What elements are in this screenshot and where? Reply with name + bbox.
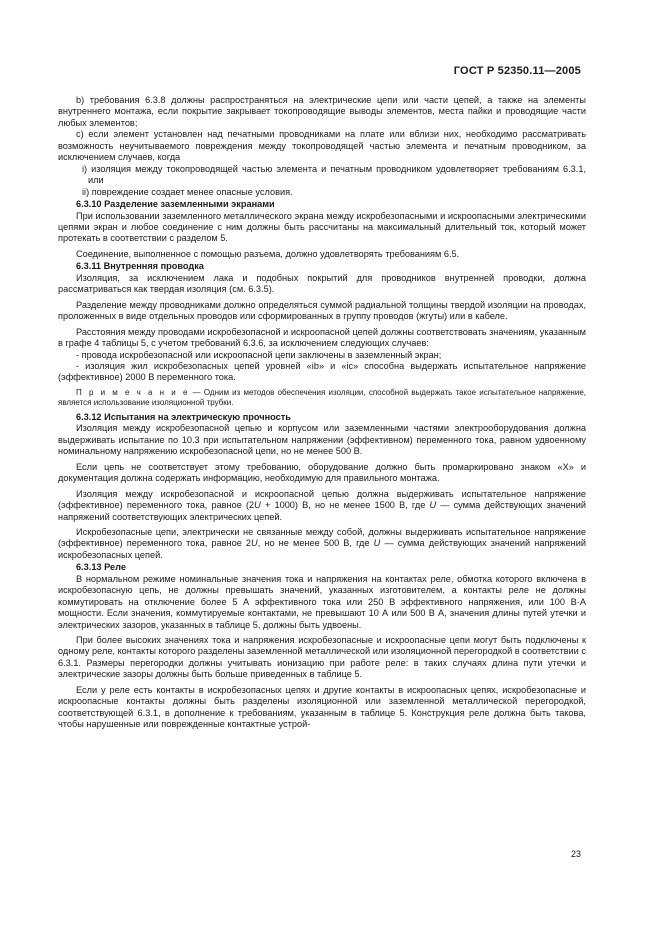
paragraph: При более высоких значениях тока и напряжения искробезопасные и искроопасные цепи могут быть подключены к одному реле, контакты которого разделены заземленной металлической или изоляционной перегородкой в соответствии с 6.3.1. Размеры перегородки должны учитывать ионизацию при работе реле: в таких случаях длина пути утечки и электрические зазоры должны быть больше приведенных в таблице 5. xyxy=(58,635,586,680)
paragraph: Изоляция, за исключением лака и подобных покрытий для проводников внутренней проводки, должна рассматриваться как твердая изоляция (см. 6.3.5). xyxy=(58,272,586,295)
document-body xyxy=(58,95,586,731)
section-heading-6-3-13: 6.3.13 Реле xyxy=(76,562,126,573)
text-run: Изоляция между искробезопасной и искроопасной цепью должна выдерживать испытательное напряжение (эффективное) переменного тока, равное (2 xyxy=(58,488,586,511)
list-item-i: i) изоляция между токопроводящей частью элемента и печатным проводником удовлетворяет требованиям 6.3.1, или xyxy=(82,163,586,186)
formula-symbol: U xyxy=(429,500,437,511)
paragraph: Соединение, выполненное с помощью разъема, должно удовлетворять требованиям 6.5. xyxy=(76,248,460,259)
paragraph xyxy=(58,489,586,523)
formula-symbol: U xyxy=(254,500,261,511)
paragraph: Если цепь не соответствует этому требованию, оборудование должно быть промаркировано знаком «X» и документация должна содержать информацию, необходимую для правильного монтажа. xyxy=(58,461,586,484)
paragraph: В нормальном режиме номинальные значения тока и напряжения на контактах реле, обмотка которого включена в искробезопасную цепь, не должны превышать значений, указанных изготовителем, а контакты реле не должны коммутировать на отключение более 5 А эффективного тока или 250 В эффективного напряжения, или 100 В·А мощности. Если значения, коммутируемые контактами, не превышают 10 А или 500 В А, значения длины путей утечки и электрических зазоров, указанных в таблице 5, должны быть удвоены. xyxy=(58,573,586,630)
section-heading-6-3-11: 6.3.11 Внутренняя проводка xyxy=(76,261,204,272)
paragraph: При использовании заземленного металлического экрана между искробезопасными и искроопасными электрическими цепями экран и любое соединение с ним должны быть рассчитаны на максимальный длительный ток, который может протекать в соответствии с разделом 5. xyxy=(58,210,586,244)
paragraph xyxy=(58,527,586,561)
dash-item: - изоляция жил искробезопасных цепей уровней «ib» и «ic» способна выдержать испытательное напряжение (эффективное) 2000 В переменного тока. xyxy=(58,360,586,383)
paragraph: Если у реле есть контакты в искробезопасных цепях и другие контакты в искроопасных цепях, искробезопасные и искроопасные контакты должны быть разделены изоляционной или заземленной металлической перегородкой, соответствующей 6.3.1, в дополнение к требованиям, указанным в таблице 5. Конструкция реле должна быть такова, чтобы нарушенные или поврежденные контактные устрой- xyxy=(58,684,586,730)
list-item-b: b) требования 6.3.8 должны распространяться на электрические цепи или части цепей, а также на элементы внутреннего монтажа, если покрытие закрывает токопроводящие выводы элементов, места пайки и проводящие части любых элементов; xyxy=(58,95,586,128)
note-label: П р и м е ч а н и е xyxy=(76,387,190,397)
list-item-ii: ii) повреждение создает менее опасные условия. xyxy=(82,186,293,197)
text-run: — сумма действующих значений напряжений искробезопасных цепей. xyxy=(58,538,586,560)
formula-symbol: U xyxy=(251,538,258,549)
document-id: ГОСТ Р 52350.11—2005 xyxy=(453,65,581,77)
dash-item: - провода искробезопасной или искроопасной цепи заключены в заземленный экран; xyxy=(76,349,442,360)
text-run: , но не менее 500 В, где xyxy=(257,538,374,549)
section-heading-6-3-12: 6.3.12 Испытания на электрическую прочность xyxy=(76,411,291,422)
paragraph: Разделение между проводниками должно определяться суммой радиальной толщины твердой изоляции на проводах, проложенных в виде отдельных проводов или сформированных в группу проводов (жгуты) или в кабеле. xyxy=(58,299,586,322)
paragraph: Изоляция между искробезопасной цепью и корпусом или заземленными частями электрооборудования должна выдерживать испытание по 10.3 при испытательном напряжении (эффективном) переменного тока, равном удвоенному номинальному напряжению искробезопасной цепи, но не менее 500 В. xyxy=(58,423,586,457)
paragraph: Расстояния между проводами искробезопасной и искроопасной цепей должны соответствовать значениям, указанным в графе 4 таблицы 5, с учетом требований 6.3.6, за исключением следующих случаев: xyxy=(58,326,586,349)
note-text: — Одним из методов обеспечения изоляции, способной выдержать такое испытательное напряжение, является использование изоляционной трубки. xyxy=(58,387,586,407)
page-number: 23 xyxy=(570,849,581,859)
note xyxy=(58,388,586,408)
formula-symbol: U xyxy=(373,538,381,549)
list-item-c: c) если элемент установлен над печатными проводниками на плате или вблизи них, необходимо рассматривать возможность неучитываемого повреждения между токопроводящей частью элемента и печатным проводником, за исключением случаев, когда xyxy=(58,129,586,163)
text-run: — сумма действующих значений напряжений соответствующих электрических цепей. xyxy=(58,500,586,522)
section-heading-6-3-10: 6.3.10 Разделение заземленными экранами xyxy=(76,199,275,210)
text-run: Искробезопасные цепи, электрически не связанные между собой, должны выдерживать испытательное напряжение (эффективное) переменного тока, равное 2 xyxy=(58,526,586,549)
text-run: + 1000) В, но не менее 1500 В, где xyxy=(260,500,430,511)
